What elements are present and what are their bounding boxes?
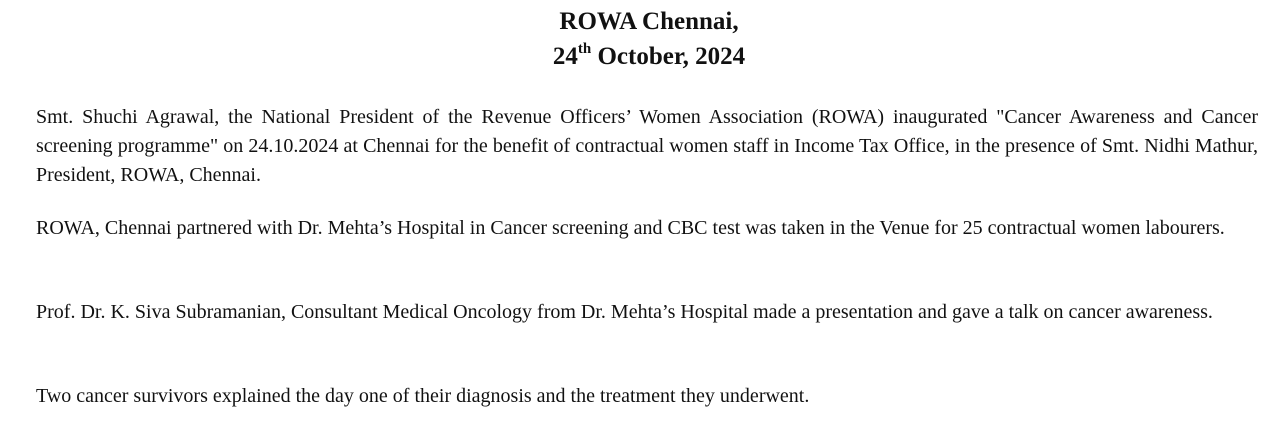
date-suffix: th	[577, 40, 592, 57]
paragraph-presentation: Prof. Dr. K. Siva Subramanian, Consultant Medical Oncology from Dr. Mehta’s Hospital made a presentation and gave a talk on cancer awareness.	[36, 301, 1213, 323]
paragraph-partnership: ROWA, Chennai partnered with Dr. Mehta’s Hospital in Cancer screening and CBC test was taken in the Venue for 25 contractual women labourers.	[36, 217, 1225, 239]
paragraph-inauguration: Smt. Shuchi Agrawal, the National President of the Revenue Officers’ Women Association (ROWA) inaugurated "Cancer Awareness and Cancer screening programme" on 24.10.2024 at Chennai for the benefit of contractual women staff in Income Tax Office, in the presence of Smt. Nidhi Mathur, President, ROWA, Chennai.	[36, 106, 1258, 186]
date-rest: October, 2024	[591, 43, 746, 70]
document-date	[0, 39, 1280, 74]
date-day: 24	[552, 43, 578, 70]
paragraph-survivors: Two cancer survivors explained the day one of their diagnosis and the treatment they underwent.	[36, 385, 810, 407]
document-title: ROWA Chennai,	[559, 8, 739, 35]
